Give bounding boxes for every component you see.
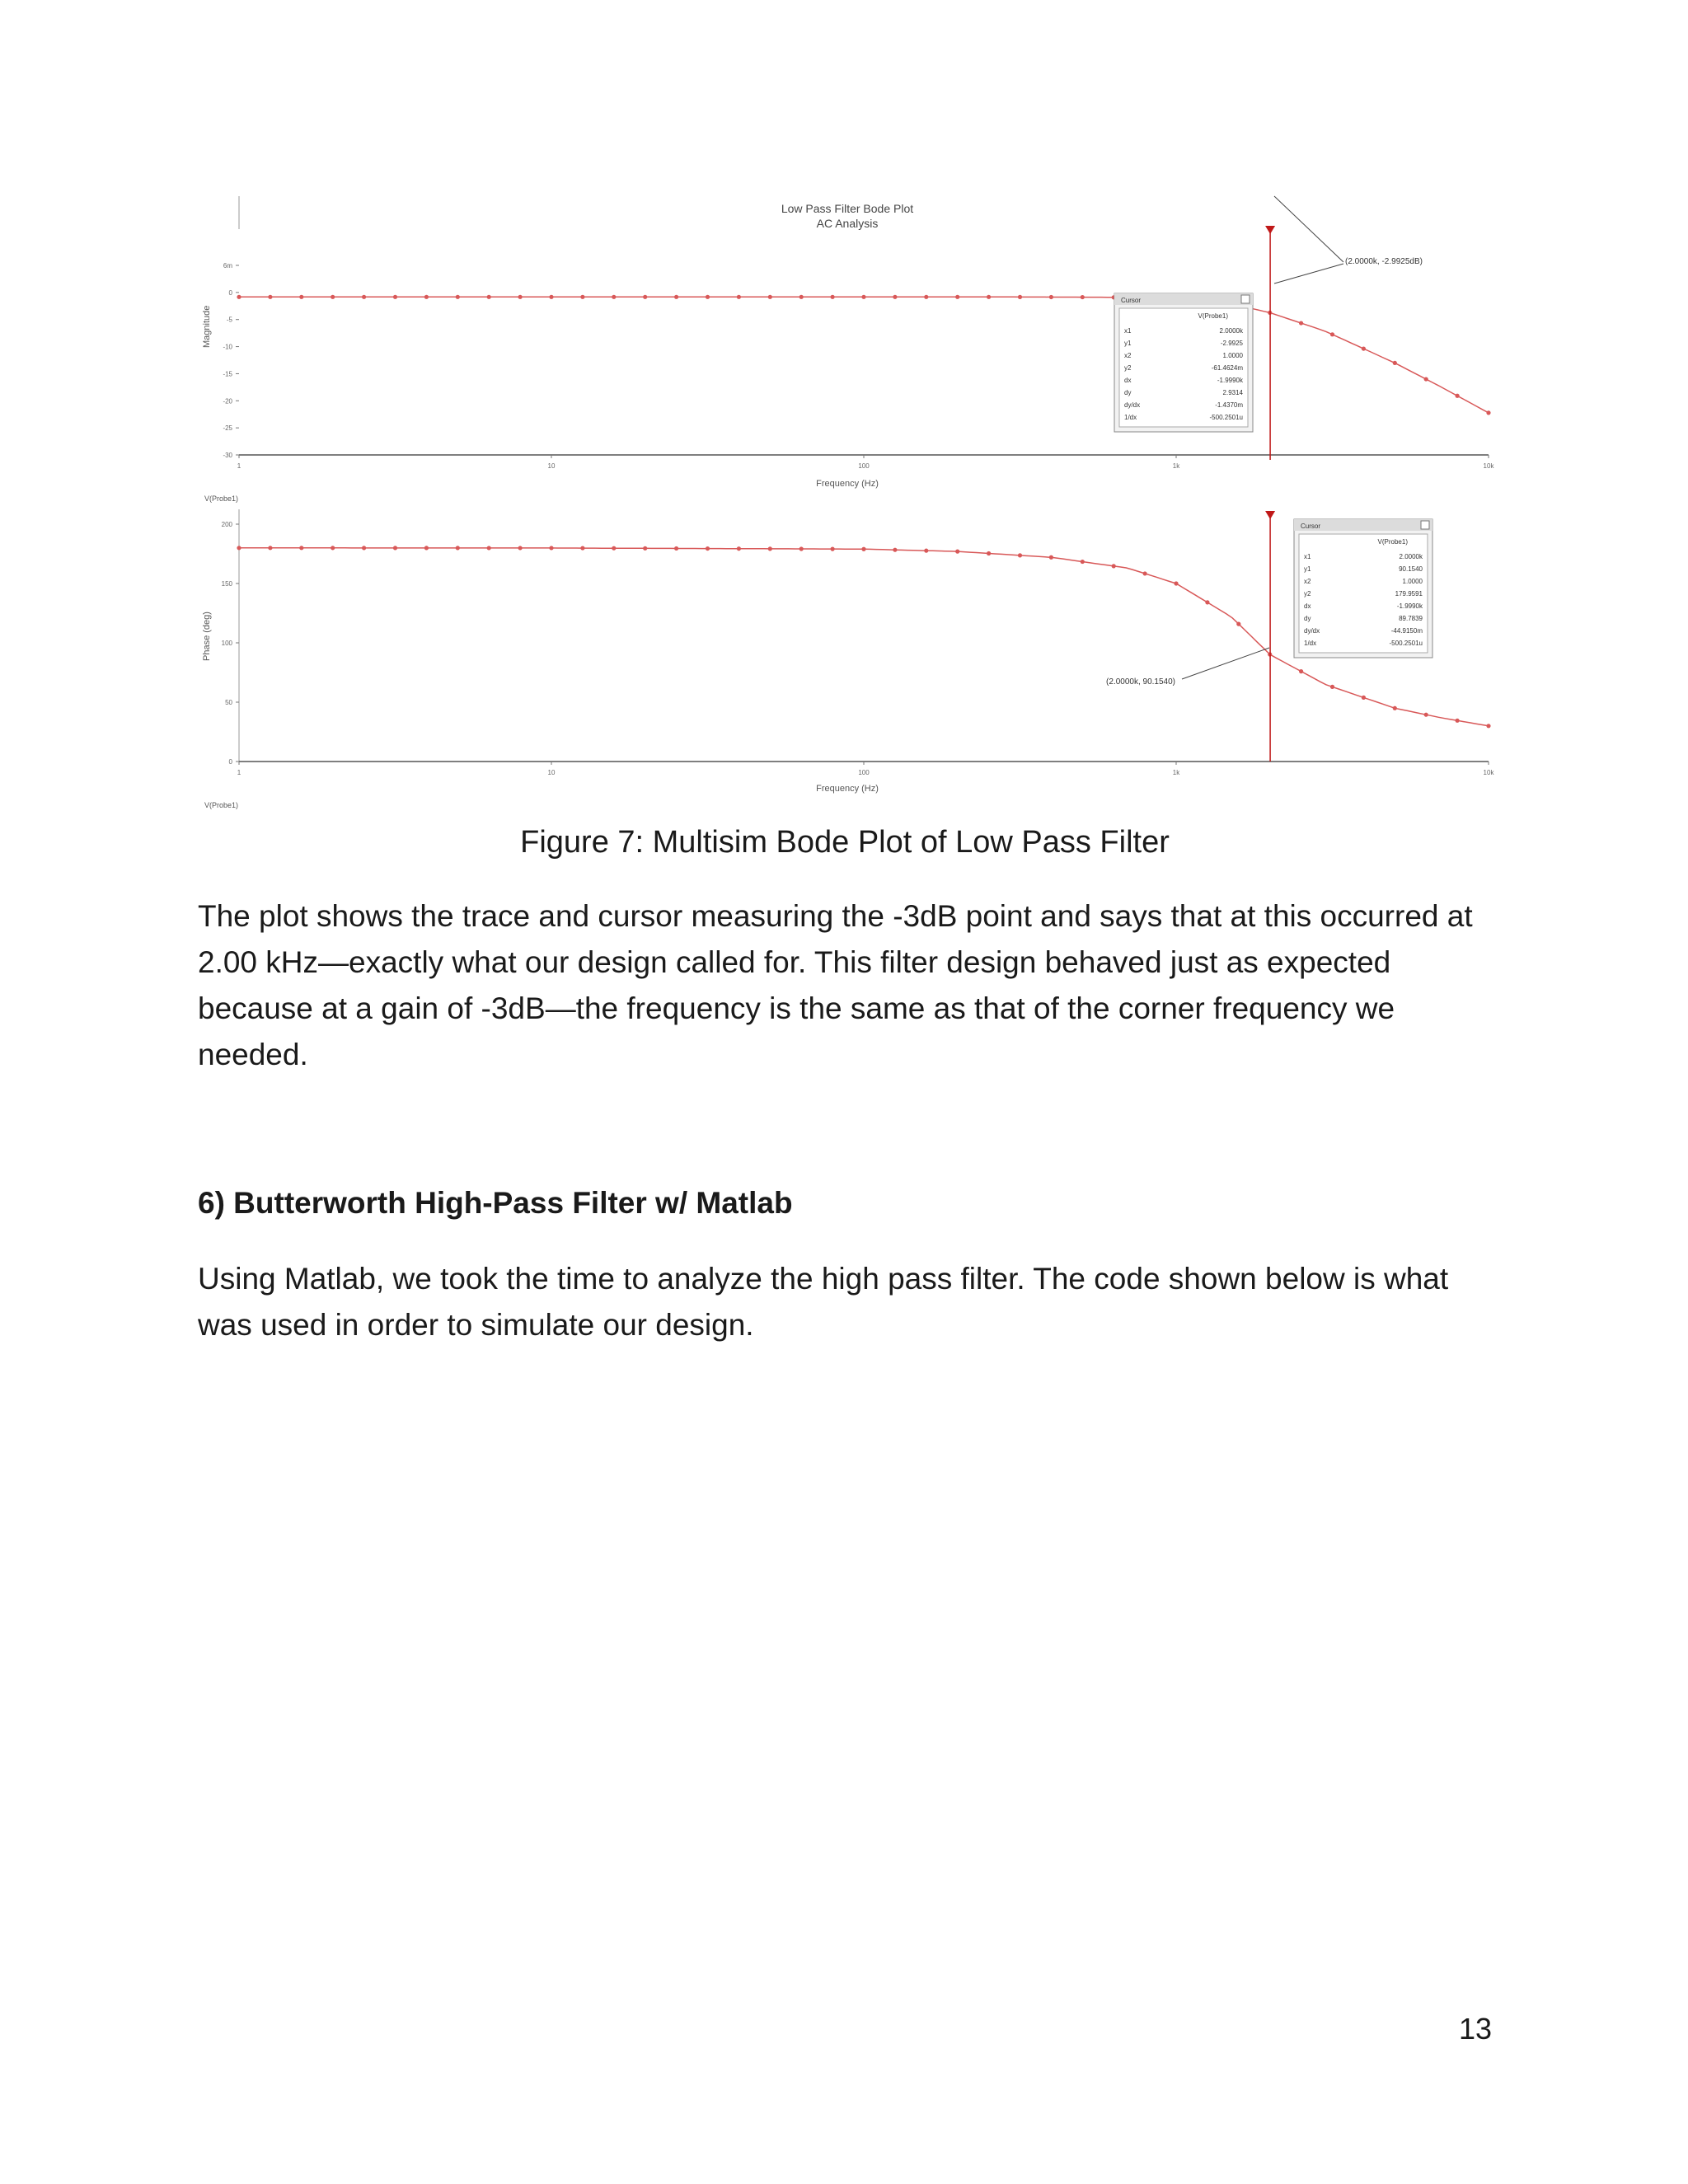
phase-data-point	[1081, 560, 1085, 564]
magnitude-data-point	[861, 295, 865, 299]
phase-data-point	[1143, 571, 1147, 575]
magnitude-data-point	[237, 295, 241, 299]
phase-data-point	[799, 546, 804, 551]
magnitude-x-tick-label: 100	[858, 462, 870, 470]
phase-data-point	[580, 546, 584, 550]
cursor-row-value: 89.7839	[1399, 615, 1423, 622]
phase-data-point	[737, 546, 741, 551]
magnitude-data-point	[331, 295, 335, 299]
phase-data-point	[299, 546, 303, 550]
magnitude-y-tick-label: -10	[223, 343, 232, 351]
magnitude-y-tick-label: 6m	[223, 262, 232, 269]
cursor-row-label: 1/dx	[1304, 640, 1317, 647]
phase-y-tick-label: 0	[228, 758, 232, 766]
magnitude-data-point	[955, 295, 959, 299]
phase-data-point	[549, 546, 553, 550]
phase-data-point	[1205, 600, 1209, 604]
magnitude-data-point	[737, 295, 741, 299]
phase-data-point	[1236, 622, 1240, 626]
magnitude-data-point	[831, 295, 835, 299]
cursor-row-value: 90.1540	[1399, 565, 1423, 573]
cursor-row-label: 1/dx	[1124, 414, 1137, 421]
phase-marker-annotation: (2.0000k, 90.1540)	[1106, 677, 1175, 687]
magnitude-data-point	[456, 295, 460, 299]
magnitude-data-point	[1362, 346, 1366, 350]
phase-data-point	[237, 546, 241, 550]
cursor-row-label: y1	[1124, 340, 1132, 347]
body-paragraph-1: The plot shows the trace and cursor measuring the -3dB point and says that at this occurred at 2.00 kHz—exactly what our design called for. This filter design behaved just as expected because at a gain of -3dB—the frequency is the same as that of the corner frequency we needed.	[198, 899, 1473, 1071]
cursor-row-label: dy	[1124, 389, 1132, 396]
cursor-row-value: 2.9314	[1222, 389, 1243, 396]
phase-ylabel: Phase (deg)	[202, 612, 212, 661]
magnitude-data-point	[487, 295, 491, 299]
magnitude-x-tick-label: 10k	[1483, 462, 1494, 470]
magnitude-y-tick-label: -5	[226, 316, 232, 324]
magnitude-data-point	[1049, 295, 1053, 299]
cursor-row-value: 179.9591	[1395, 590, 1423, 598]
phase-data-point	[1112, 564, 1116, 568]
phase-data-point	[1486, 724, 1490, 728]
magnitude-data-point	[768, 295, 772, 299]
cursor-row-label: y2	[1124, 364, 1132, 372]
magnitude-data-point	[518, 295, 523, 299]
phase-data-point	[518, 546, 523, 550]
phase-data-point	[831, 547, 835, 551]
phase-data-point	[456, 546, 460, 550]
phase-y-tick-label: 100	[221, 640, 232, 647]
cursor-panel-magnitude-header: V(Probe1)	[1198, 312, 1228, 320]
cursor-row-value: -44.9150m	[1390, 627, 1423, 635]
section-heading: 6) Butterworth High-Pass Filter w/ Matlab	[198, 1186, 793, 1220]
cursor-panel-magnitude-close-icon[interactable]	[1241, 295, 1250, 303]
cursor-panel-magnitude-title: Cursor	[1121, 297, 1142, 304]
cursor-row-value: -1.9990k	[1396, 602, 1423, 610]
cursor-row-value: -500.2501u	[1209, 414, 1243, 421]
phase-data-point	[1299, 669, 1303, 673]
magnitude-data-point	[1393, 361, 1397, 365]
magnitude-data-point	[799, 295, 804, 299]
cursor-row-label: x1	[1124, 327, 1132, 335]
cursor-panel-phase[interactable]	[1294, 519, 1432, 658]
phase-data-point	[331, 546, 335, 550]
magnitude-data-point	[1018, 295, 1022, 299]
magnitude-x-tick-label: 10	[547, 462, 556, 470]
phase-data-point	[1424, 713, 1428, 717]
cursor-row-value: -61.4624m	[1211, 364, 1243, 372]
phase-data-point	[268, 546, 272, 550]
cursor-panel-phase-header: V(Probe1)	[1377, 538, 1408, 546]
magnitude-data-point	[643, 295, 647, 299]
phase-data-point	[487, 546, 491, 550]
phase-data-point	[1393, 706, 1397, 710]
cursor-row-label: dy/dx	[1124, 401, 1141, 409]
phase-data-point	[393, 546, 397, 550]
phase-data-point	[768, 546, 772, 551]
phase-y-tick-label: 200	[221, 521, 232, 528]
phase-data-point	[955, 550, 959, 554]
phase-data-point	[424, 546, 429, 550]
cursor-panel-phase-close-icon[interactable]	[1421, 521, 1429, 529]
cursor-row-value: -500.2501u	[1389, 640, 1423, 647]
magnitude-data-point	[706, 295, 710, 299]
cursor-row-value: -1.4370m	[1215, 401, 1243, 409]
cursor-row-value: 1.0000	[1222, 352, 1243, 359]
cursor-row-label: y2	[1304, 590, 1311, 598]
magnitude-data-point	[674, 295, 678, 299]
magnitude-data-point	[1081, 295, 1085, 299]
phase-data-point	[612, 546, 616, 551]
plot-subtitle: AC Analysis	[816, 217, 879, 230]
cursor-row-label: x2	[1304, 578, 1311, 585]
bode-plot-svg	[198, 196, 1492, 816]
phase-y-tick-label: 150	[221, 580, 232, 588]
phase-data-point	[987, 551, 991, 555]
magnitude-data-point	[268, 295, 272, 299]
probe-label-2: V(Probe1)	[204, 801, 239, 809]
cursor-row-label: x1	[1304, 553, 1311, 560]
magnitude-y-tick-label: 0	[228, 288, 232, 297]
magnitude-data-point	[924, 295, 928, 299]
page-number: 13	[1458, 2012, 1492, 2046]
cursor-row-label: dy	[1304, 615, 1311, 622]
cursor-panel-phase-title: Cursor	[1301, 523, 1321, 530]
magnitude-data-point	[362, 295, 366, 299]
cursor-row-value: 1.0000	[1402, 578, 1423, 585]
phase-x-tick-label: 1k	[1172, 769, 1180, 776]
phase-data-point	[1362, 696, 1366, 700]
cursor-row-value: 2.0000k	[1399, 553, 1423, 560]
phase-data-point	[362, 546, 366, 550]
magnitude-data-point	[612, 295, 616, 299]
cursor-row-label: dx	[1124, 377, 1132, 384]
magnitude-data-point	[1299, 321, 1303, 325]
cursor-row-label: dx	[1304, 602, 1311, 610]
magnitude-y-tick-label: -15	[223, 370, 232, 378]
cursor-row-value: 2.0000k	[1219, 327, 1243, 335]
cursor-row-label: x2	[1124, 352, 1132, 359]
phase-data-point	[1049, 555, 1053, 560]
phase-data-point	[643, 546, 647, 551]
magnitude-data-point	[424, 295, 429, 299]
magnitude-data-point	[1424, 377, 1428, 381]
phase-xlabel: Frequency (Hz)	[816, 784, 879, 794]
magnitude-y-tick-label: -25	[223, 424, 232, 433]
phase-data-point	[674, 546, 678, 551]
magnitude-ylabel: Magnitude	[202, 305, 212, 348]
cursor-row-label: y1	[1304, 565, 1311, 573]
phase-data-point	[706, 546, 710, 551]
bode-plot-figure	[198, 196, 1492, 816]
phase-data-point	[924, 549, 928, 553]
magnitude-data-point	[1330, 332, 1334, 336]
magnitude-data-point	[393, 295, 397, 299]
magnitude-y-tick-label: -30	[223, 452, 232, 459]
cursor-row-value: -2.9925	[1220, 340, 1243, 347]
magnitude-x-tick-label: 1k	[1172, 462, 1180, 470]
phase-data-point	[893, 548, 897, 552]
phase-data-point	[1456, 719, 1460, 723]
phase-data-point	[861, 547, 865, 551]
magnitude-marker-annotation: (2.0000k, -2.9925dB)	[1345, 257, 1423, 266]
phase-x-tick-label: 100	[858, 769, 870, 776]
body-paragraph-2: Using Matlab, we took the time to analyze the high pass filter. The code shown below is what was used in order to simulate our design.	[198, 1262, 1449, 1342]
magnitude-data-point	[549, 295, 553, 299]
magnitude-data-point	[1456, 394, 1460, 398]
magnitude-xlabel: Frequency (Hz)	[816, 479, 879, 489]
magnitude-data-point	[1486, 410, 1490, 415]
magnitude-data-point	[893, 295, 897, 299]
cursor-panel-magnitude[interactable]	[1114, 293, 1253, 432]
magnitude-y-tick-label: -20	[223, 397, 232, 405]
phase-y-tick-label: 50	[225, 699, 232, 706]
magnitude-data-point	[580, 295, 584, 299]
magnitude-data-point	[987, 295, 991, 299]
phase-x-tick-label: 10	[547, 769, 556, 776]
phase-data-point	[1018, 553, 1022, 557]
cursor-row-label: dy/dx	[1304, 627, 1320, 635]
phase-data-point	[1330, 685, 1334, 689]
plot-title: Low Pass Filter Bode Plot	[781, 202, 914, 215]
magnitude-x-tick-label: 1	[237, 462, 241, 470]
figure-caption: Figure 7: Multisim Bode Plot of Low Pass Filter	[520, 825, 1170, 860]
phase-x-tick-label: 10k	[1483, 769, 1494, 776]
cursor-row-value: -1.9990k	[1217, 377, 1243, 384]
probe-label-1: V(Probe1)	[204, 494, 239, 503]
phase-data-point	[1174, 581, 1178, 585]
magnitude-data-point	[299, 295, 303, 299]
phase-x-tick-label: 1	[237, 769, 241, 776]
